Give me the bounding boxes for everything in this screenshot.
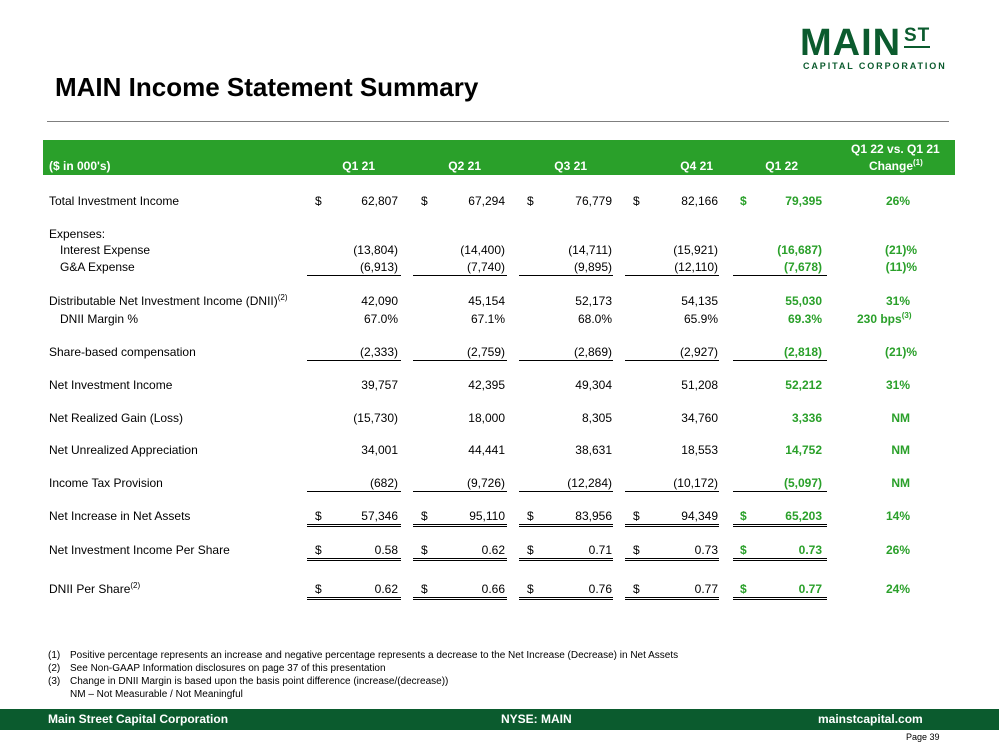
underline: [733, 360, 827, 361]
underline: [307, 491, 401, 492]
footnote-ref: (2): [130, 581, 141, 590]
underline: [519, 360, 613, 361]
currency-symbol: $: [527, 582, 534, 596]
col-header-q2-21: Q2 21: [448, 159, 481, 173]
underline: [307, 275, 401, 276]
value-q3-21: 49,304: [575, 378, 612, 392]
value-q4-21: (12,110): [674, 260, 718, 274]
value-q1-22: 55,030: [785, 294, 822, 308]
value-q3-21: 38,631: [575, 443, 612, 457]
change-value: 14%: [885, 509, 910, 523]
underline: [733, 275, 827, 276]
row-label-dnii-margin: DNII Margin %: [60, 312, 139, 326]
col-header-q1-22: Q1 22: [765, 159, 798, 173]
underline: [733, 491, 827, 492]
footnote-text: Positive percentage represents an increase and negative percentage represents a decrease to the Net Increase (Decrease) in Net Assets: [70, 650, 679, 661]
value-q2-21: 42,395: [468, 378, 505, 392]
change-header-footnote: (1): [913, 158, 923, 167]
footer-bar: [0, 709, 999, 730]
currency-symbol: $: [315, 194, 322, 208]
value-q1-21: (2,333): [359, 345, 398, 359]
value-q2-21: 67,294: [468, 194, 505, 208]
currency-symbol: $: [421, 543, 428, 557]
value-q1-21: 34,001: [361, 443, 398, 457]
change-value: [857, 312, 911, 326]
value-q1-22: 65,203: [785, 509, 822, 523]
value-q3-21: 0.71: [588, 543, 612, 557]
row-label-net-investment-income: Net Investment Income: [49, 378, 173, 392]
value-q2-21: 0.62: [481, 543, 505, 557]
value-q2-21: (14,400): [460, 243, 505, 257]
change-value: 31%: [885, 378, 910, 392]
row-label-nii-per-share: Net Investment Income Per Share: [49, 543, 230, 557]
change-value: NM: [891, 411, 910, 425]
page-title: MAIN Income Statement Summary: [55, 72, 479, 102]
double-underline: [413, 597, 507, 600]
change-header-text: Change: [869, 159, 914, 173]
value-q1-21: 39,757: [361, 378, 398, 392]
currency-symbol: $: [315, 543, 322, 557]
value-q1-21: (15,730): [353, 411, 398, 425]
dnii-label-text: Distributable Net Investment Income (DNII): [49, 294, 278, 308]
units-label: ($ in 000's): [49, 159, 111, 173]
value-q4-21: (15,921): [673, 243, 718, 257]
double-underline: [307, 524, 401, 527]
value-q1-21: 67.0%: [363, 312, 398, 326]
value-q1-21: 42,090: [361, 294, 398, 308]
value-q2-21: (9,726): [466, 476, 505, 490]
underline: [625, 275, 719, 276]
value-q2-21: (2,759): [466, 345, 505, 359]
value-q4-21: 94,349: [681, 509, 718, 523]
change-value: 26%: [885, 194, 910, 208]
underline: [519, 275, 613, 276]
footer-website: mainstcapital.com: [818, 712, 923, 726]
value-q3-21: 0.76: [588, 582, 612, 596]
currency-symbol: $: [315, 509, 322, 523]
footnote-3: [48, 676, 448, 687]
value-q3-21: (2,869): [573, 345, 612, 359]
footnote-number: (1): [48, 650, 61, 661]
logo-subtitle: CAPITAL CORPORATION: [803, 61, 947, 71]
footnote-nm: [48, 689, 243, 700]
row-label-expenses: Expenses:: [49, 227, 106, 241]
footnote-text: NM – Not Measurable / Not Meaningful: [70, 689, 243, 700]
value-q4-21: 18,553: [681, 443, 718, 457]
row-label-net-realized-gain-loss: Net Realized Gain (Loss): [49, 411, 184, 425]
double-underline: [625, 524, 719, 527]
row-label-net-increase-in-net-assets: Net Increase in Net Assets: [49, 509, 191, 523]
underline: [519, 491, 613, 492]
change-value: 31%: [885, 294, 910, 308]
value-q1-21: 57,346: [361, 509, 398, 523]
value-q3-21: 83,956: [575, 509, 612, 523]
value-q4-21: (10,172): [673, 476, 718, 490]
value-q2-21: 45,154: [468, 294, 505, 308]
footnote-number: (3): [48, 676, 61, 687]
value-q1-22: (2,818): [783, 345, 822, 359]
value-q4-21: 0.77: [694, 582, 718, 596]
value-q1-21: (6,913): [359, 260, 398, 274]
value-q4-21: 82,166: [681, 194, 718, 208]
double-underline: [307, 558, 401, 561]
currency-symbol: $: [527, 543, 534, 557]
page-number: Page 39: [906, 732, 940, 742]
value-q3-21: (14,711): [568, 243, 612, 257]
footer-ticker: NYSE: MAIN: [501, 712, 572, 726]
value-q1-22: (16,687): [777, 243, 822, 257]
change-value: 26%: [885, 543, 910, 557]
change-value: (21)%: [884, 345, 917, 359]
underline: [625, 491, 719, 492]
value-q4-21: 34,760: [681, 411, 718, 425]
main-street-logo: [800, 22, 947, 72]
currency-symbol: $: [633, 509, 640, 523]
underline: [413, 360, 507, 361]
row-label-net-unrealized-appreciation: Net Unrealized Appreciation: [49, 443, 198, 457]
footnote-2: [48, 663, 386, 674]
currency-symbol: $: [633, 543, 640, 557]
change-header-line2: [869, 159, 923, 173]
footnote-text: Change in DNII Margin is based upon the basis point difference (increase/(decrease)): [70, 676, 449, 687]
double-underline: [625, 558, 719, 561]
currency-symbol: $: [633, 582, 640, 596]
value-q3-21: 76,779: [575, 194, 612, 208]
double-underline: [413, 558, 507, 561]
underline: [625, 360, 719, 361]
value-q2-21: 67.1%: [470, 312, 505, 326]
value-q1-21: 62,807: [361, 194, 398, 208]
value-q4-21: 65.9%: [683, 312, 718, 326]
value-q1-21: (13,804): [353, 243, 398, 257]
footnote-number: (2): [48, 663, 61, 674]
col-header-q4-21: Q4 21: [680, 159, 713, 173]
double-underline: [413, 524, 507, 527]
footnote-text: See Non-GAAP Information disclosures on page 37 of this presentation: [70, 663, 386, 674]
underline: [307, 360, 401, 361]
currency-symbol: $: [421, 194, 428, 208]
underline: [413, 491, 507, 492]
value-q1-21: 0.62: [374, 582, 398, 596]
value-q1-22: 69.3%: [787, 312, 822, 326]
currency-symbol: $: [421, 509, 428, 523]
logo-main-text: MAIN: [800, 22, 902, 64]
change-value: NM: [891, 476, 910, 490]
value-q4-21: 0.73: [694, 543, 718, 557]
value-q4-21: 51,208: [681, 378, 718, 392]
double-underline: [307, 597, 401, 600]
value-q4-21: (2,927): [679, 345, 718, 359]
double-underline: [733, 524, 827, 527]
currency-symbol: $: [740, 582, 747, 596]
value-q3-21: 52,173: [575, 294, 612, 308]
change-value: (21)%: [884, 243, 917, 257]
logo-st-text: ST: [904, 25, 931, 46]
change-bps-text: 230 bps: [857, 312, 902, 326]
footnote-1: [48, 650, 678, 661]
double-underline: [733, 558, 827, 561]
value-q1-21: 0.58: [374, 543, 398, 557]
currency-symbol: $: [527, 194, 534, 208]
row-label-share-based-compensation: Share-based compensation: [49, 345, 196, 359]
double-underline: [519, 558, 613, 561]
value-q3-21: (12,284): [567, 476, 612, 490]
double-underline: [519, 524, 613, 527]
row-label-dnii-per-share: [49, 582, 140, 596]
footer-company-name: Main Street Capital Corporation: [48, 712, 229, 726]
currency-symbol: $: [527, 509, 534, 523]
value-q2-21: 95,110: [469, 509, 505, 523]
footnote-ref: (2): [277, 293, 288, 302]
value-q1-21: (682): [369, 476, 398, 490]
value-q1-22: (5,097): [783, 476, 822, 490]
value-q1-22: 0.77: [798, 582, 822, 596]
value-q3-21: (9,895): [573, 260, 612, 274]
underline: [413, 275, 507, 276]
value-q2-21: 0.66: [481, 582, 505, 596]
title-divider: [47, 121, 949, 122]
value-q3-21: 68.0%: [577, 312, 612, 326]
footnote-ref: (3): [901, 311, 912, 320]
row-label-interest-expense: Interest Expense: [60, 243, 151, 257]
value-q3-21: 8,305: [581, 411, 612, 425]
row-label-ga-expense: G&A Expense: [60, 260, 135, 274]
value-q1-22: 0.73: [798, 543, 822, 557]
change-value: 24%: [885, 582, 910, 596]
currency-symbol: $: [740, 543, 747, 557]
change-header-line1: Q1 22 vs. Q1 21: [851, 142, 940, 156]
change-value: (11)%: [885, 260, 917, 274]
value-q4-21: 54,135: [681, 294, 718, 308]
value-q2-21: 44,441: [468, 443, 505, 457]
currency-symbol: $: [740, 194, 747, 208]
double-underline: [733, 597, 827, 600]
value-q1-22: 79,395: [785, 194, 822, 208]
currency-symbol: $: [740, 509, 747, 523]
value-q1-22: 14,752: [785, 443, 822, 457]
currency-symbol: $: [633, 194, 640, 208]
col-header-q3-21: Q3 21: [554, 159, 587, 173]
currency-symbol: $: [315, 582, 322, 596]
value-q1-22: (7,678): [783, 260, 822, 274]
value-q2-21: (7,740): [466, 260, 505, 274]
double-underline: [625, 597, 719, 600]
dnii-per-share-text: DNII Per Share: [49, 582, 131, 596]
double-underline: [519, 597, 613, 600]
col-header-q1-21: Q1 21: [342, 159, 375, 173]
value-q1-22: 52,212: [785, 378, 822, 392]
row-label-total-investment-income: Total Investment Income: [49, 194, 180, 208]
value-q2-21: 18,000: [468, 411, 505, 425]
row-label-dnii: [49, 294, 288, 308]
value-q1-22: 3,336: [791, 411, 822, 425]
table-header: [43, 140, 955, 175]
row-label-income-tax-provision: Income Tax Provision: [49, 476, 163, 490]
change-value: NM: [891, 443, 910, 457]
currency-symbol: $: [421, 582, 428, 596]
